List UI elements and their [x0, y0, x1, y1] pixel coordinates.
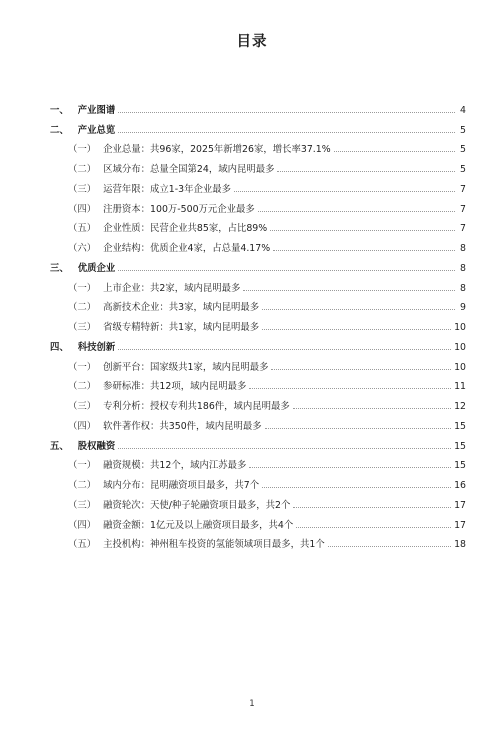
toc-dot-leader: [118, 112, 455, 113]
toc-subsection-entry[interactable]: [50, 511, 466, 531]
toc-subsection-entry[interactable]: [50, 234, 466, 254]
toc-entry-number: （五）: [68, 223, 97, 235]
toc-dot-leader: [118, 349, 451, 350]
toc-section-entry[interactable]: [50, 254, 466, 274]
toc-entry-page-number: 12: [454, 401, 466, 412]
toc-entry-title: 融资规模：共12个，域内江苏最多: [103, 460, 247, 472]
toc-entry-title: 企业性质：民营企业共85家，占比89%: [103, 223, 268, 235]
toc-entry-page-number: 5: [460, 164, 466, 175]
toc-dot-leader: [262, 329, 451, 330]
toc-subsection-entry[interactable]: [50, 294, 466, 314]
toc-entry-page-number: 5: [460, 124, 466, 136]
toc-entry-page-number: 9: [460, 302, 466, 314]
toc-section-entry[interactable]: [50, 432, 466, 452]
toc-entry-page-number: 8: [460, 243, 466, 254]
toc-entry-title: 融资金额：1亿元及以上融资项目最多，共4个: [103, 519, 294, 531]
toc-subsection-entry[interactable]: [50, 195, 466, 215]
toc-entry-number: （二）: [68, 164, 97, 175]
toc-entry-page-number: 5: [460, 144, 466, 156]
toc-dot-leader: [271, 369, 451, 370]
toc-dot-leader: [234, 191, 455, 192]
toc-dot-leader: [293, 507, 451, 508]
toc-entry-title: 注册资本：100万-500万元企业最多: [103, 203, 255, 215]
toc-subsection-entry[interactable]: [50, 471, 466, 491]
toc-entry-number: （二）: [68, 480, 97, 491]
toc-entry-page-number: 17: [454, 499, 466, 511]
toc-entry-title: 参研标准：共12项，域内昆明最多: [103, 381, 247, 393]
toc-entry-page-number: 7: [460, 203, 466, 215]
toc-entry-page-number: 8: [460, 262, 466, 274]
toc-entry-title: 优质企业: [77, 262, 116, 274]
toc-entry-number: （一）: [68, 460, 97, 472]
toc-entry-number: （二）: [68, 302, 97, 314]
toc-subsection-entry[interactable]: [50, 491, 466, 511]
toc-entry-number: （三）: [68, 322, 97, 333]
toc-subsection-entry[interactable]: [50, 175, 466, 195]
toc-entry-page-number: 7: [460, 183, 466, 195]
toc-entry-number: （五）: [68, 539, 97, 551]
toc-subsection-entry[interactable]: [50, 373, 466, 393]
toc-subsection-entry[interactable]: [50, 531, 466, 551]
toc-subsection-entry[interactable]: [50, 412, 466, 432]
toc-dot-leader: [258, 211, 455, 212]
toc-dot-leader: [243, 290, 455, 291]
page-number: 1: [249, 699, 255, 709]
toc-entry-number: （三）: [68, 183, 97, 195]
toc-subsection-entry[interactable]: [50, 392, 466, 412]
toc-section-entry[interactable]: [50, 96, 466, 116]
toc-dot-leader: [277, 171, 455, 172]
toc-section-entry[interactable]: [50, 116, 466, 136]
toc-entry-title: 专利分析：授权专利共186件，域内昆明最多: [103, 401, 290, 412]
toc-dot-leader: [249, 467, 451, 468]
toc-dot-leader: [265, 428, 451, 429]
toc-entry-title: 融资轮次：天使/种子轮融资项目最多，共2个: [103, 499, 291, 511]
toc-dot-leader: [293, 408, 451, 409]
toc-entry-number: （三）: [68, 499, 97, 511]
toc-subsection-entry[interactable]: [50, 155, 466, 175]
toc-subsection-entry[interactable]: [50, 353, 466, 373]
toc-dot-leader: [262, 487, 451, 488]
toc-entry-title: 省级专精特新：共1家，域内昆明最多: [103, 322, 260, 333]
toc-subsection-entry[interactable]: [50, 452, 466, 472]
toc-entry-title: 股权融资: [77, 440, 116, 452]
toc-entry-title: 产业总览: [77, 124, 116, 136]
toc-entry-page-number: 10: [454, 322, 466, 333]
toc-entry-number: （二）: [68, 381, 97, 393]
table-of-contents: [50, 96, 466, 550]
toc-entry-number: （六）: [68, 243, 97, 254]
toc-entry-number: 五、: [50, 440, 69, 452]
toc-entry-number: （四）: [68, 519, 97, 531]
toc-subsection-entry[interactable]: [50, 274, 466, 294]
toc-entry-number: 二、: [50, 124, 69, 136]
toc-entry-title: 运营年限：成立1-3年企业最多: [103, 183, 231, 195]
toc-dot-leader: [249, 388, 451, 389]
toc-subsection-entry[interactable]: [50, 136, 466, 156]
toc-entry-number: （一）: [68, 361, 97, 373]
toc-entry-title: 软件著作权：共350件，域内昆明最多: [103, 420, 262, 432]
toc-dot-leader: [273, 250, 455, 251]
toc-entry-page-number: 15: [454, 460, 466, 472]
toc-entry-page-number: 7: [460, 223, 466, 235]
toc-dot-leader: [118, 270, 455, 271]
toc-entry-page-number: 8: [460, 282, 466, 294]
toc-dot-leader: [334, 151, 455, 152]
toc-entry-number: 四、: [50, 341, 69, 353]
toc-dot-leader: [328, 546, 451, 547]
toc-entry-title: 域内分布：昆明融资项目最多，共7个: [103, 480, 260, 491]
toc-entry-number: （一）: [68, 144, 97, 156]
toc-entry-title: 上市企业：共2家，域内昆明最多: [103, 282, 241, 294]
toc-entry-number: （三）: [68, 401, 97, 412]
toc-entry-page-number: 16: [454, 480, 466, 491]
toc-entry-page-number: 4: [460, 104, 466, 116]
toc-entry-number: （一）: [68, 282, 97, 294]
page-title: 目录: [236, 34, 268, 50]
toc-section-entry[interactable]: [50, 333, 466, 353]
toc-entry-title: 创新平台：国家级共1家，域内昆明最多: [103, 361, 269, 373]
toc-entry-page-number: 15: [454, 440, 466, 452]
toc-entry-title: 产业图谱: [77, 104, 116, 116]
toc-entry-page-number: 10: [454, 361, 466, 373]
toc-entry-title: 企业结构：优质企业4家，占总量4.17%: [103, 243, 271, 254]
toc-entry-page-number: 10: [454, 341, 466, 353]
toc-dot-leader: [118, 132, 455, 133]
toc-subsection-entry[interactable]: [50, 313, 466, 333]
toc-entry-number: 三、: [50, 262, 69, 274]
toc-dot-leader: [296, 527, 451, 528]
toc-entry-title: 区域分布：总量全国第24，域内昆明最多: [103, 164, 275, 175]
toc-entry-title: 科技创新: [77, 341, 116, 353]
toc-dot-leader: [262, 309, 455, 310]
toc-entry-title: 高新技术企业：共3家，域内昆明最多: [103, 302, 260, 314]
toc-entry-title: 主投机构：神州租车投资的氢能领域项目最多，共1个: [103, 539, 325, 551]
toc-dot-leader: [270, 230, 455, 231]
toc-entry-page-number: 17: [454, 519, 466, 531]
toc-entry-number: （四）: [68, 203, 97, 215]
toc-entry-page-number: 15: [454, 420, 466, 432]
toc-dot-leader: [118, 448, 451, 449]
toc-entry-title: 企业总量：共96家，2025年新增26家，增长率37.1%: [103, 144, 331, 156]
toc-subsection-entry[interactable]: [50, 215, 466, 235]
toc-entry-page-number: 18: [454, 539, 466, 551]
toc-entry-number: （四）: [68, 420, 97, 432]
toc-entry-page-number: 11: [454, 381, 466, 393]
toc-entry-number: 一、: [50, 104, 69, 116]
